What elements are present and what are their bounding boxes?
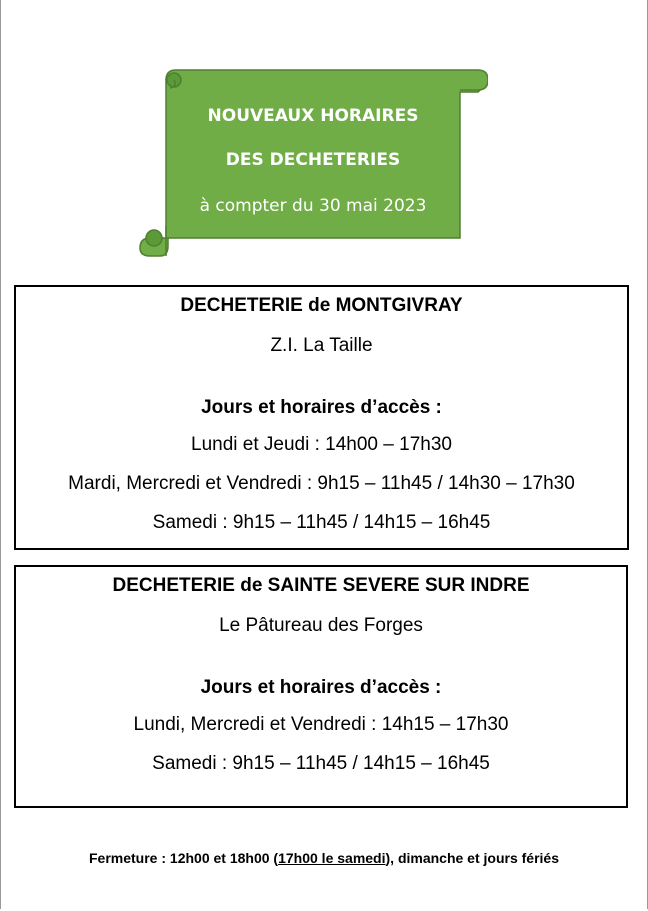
sainte-severe-schedule-line: Lundi, Mercredi et Vendredi : 14h15 – 17h30 [133, 714, 509, 735]
closure-note-text-end: ), dimanche et jours fériés [385, 850, 559, 866]
montgivray-schedule-line: Lundi et Jeudi : 14h00 – 17h30 [191, 434, 452, 455]
closure-note-text: Fermeture : 12h00 et 18h00 ( [89, 850, 279, 866]
closure-note [0, 850, 648, 866]
closure-note-saturday: 17h00 le samedi [278, 850, 386, 866]
montgivray-hours-heading: Jours et horaires d’accès : [201, 397, 442, 418]
banner-effective-date: à compter du 30 mai 2023 [199, 196, 427, 216]
banner-title-line1: NOUVEAUX HORAIRES [207, 106, 419, 126]
title-banner-scroll [138, 66, 488, 260]
montgivray-schedule-line: Mardi, Mercredi et Vendredi : 9h15 – 11h45 / 14h30 – 17h30 [68, 473, 575, 494]
sainte-severe-schedule-line: Samedi : 9h15 – 11h45 / 14h15 – 16h45 [152, 753, 490, 774]
banner-text [168, 66, 458, 260]
montgivray-schedule-line: Samedi : 9h15 – 11h45 / 14h15 – 16h45 [152, 512, 491, 533]
banner-title-line2: DES DECHETERIES [225, 150, 401, 170]
sainte-severe-title: DECHETERIE de SAINTE SEVERE SUR INDRE [112, 575, 530, 596]
sainte-severe-section [14, 565, 628, 808]
sainte-severe-address: Le Pâtureau des Forges [219, 615, 423, 636]
sainte-severe-hours-heading: Jours et horaires d’accès : [200, 677, 442, 698]
montgivray-title: DECHETERIE de MONTGIVRAY [180, 295, 463, 316]
montgivray-address: Z.I. La Taille [270, 335, 373, 356]
montgivray-section [14, 285, 629, 550]
